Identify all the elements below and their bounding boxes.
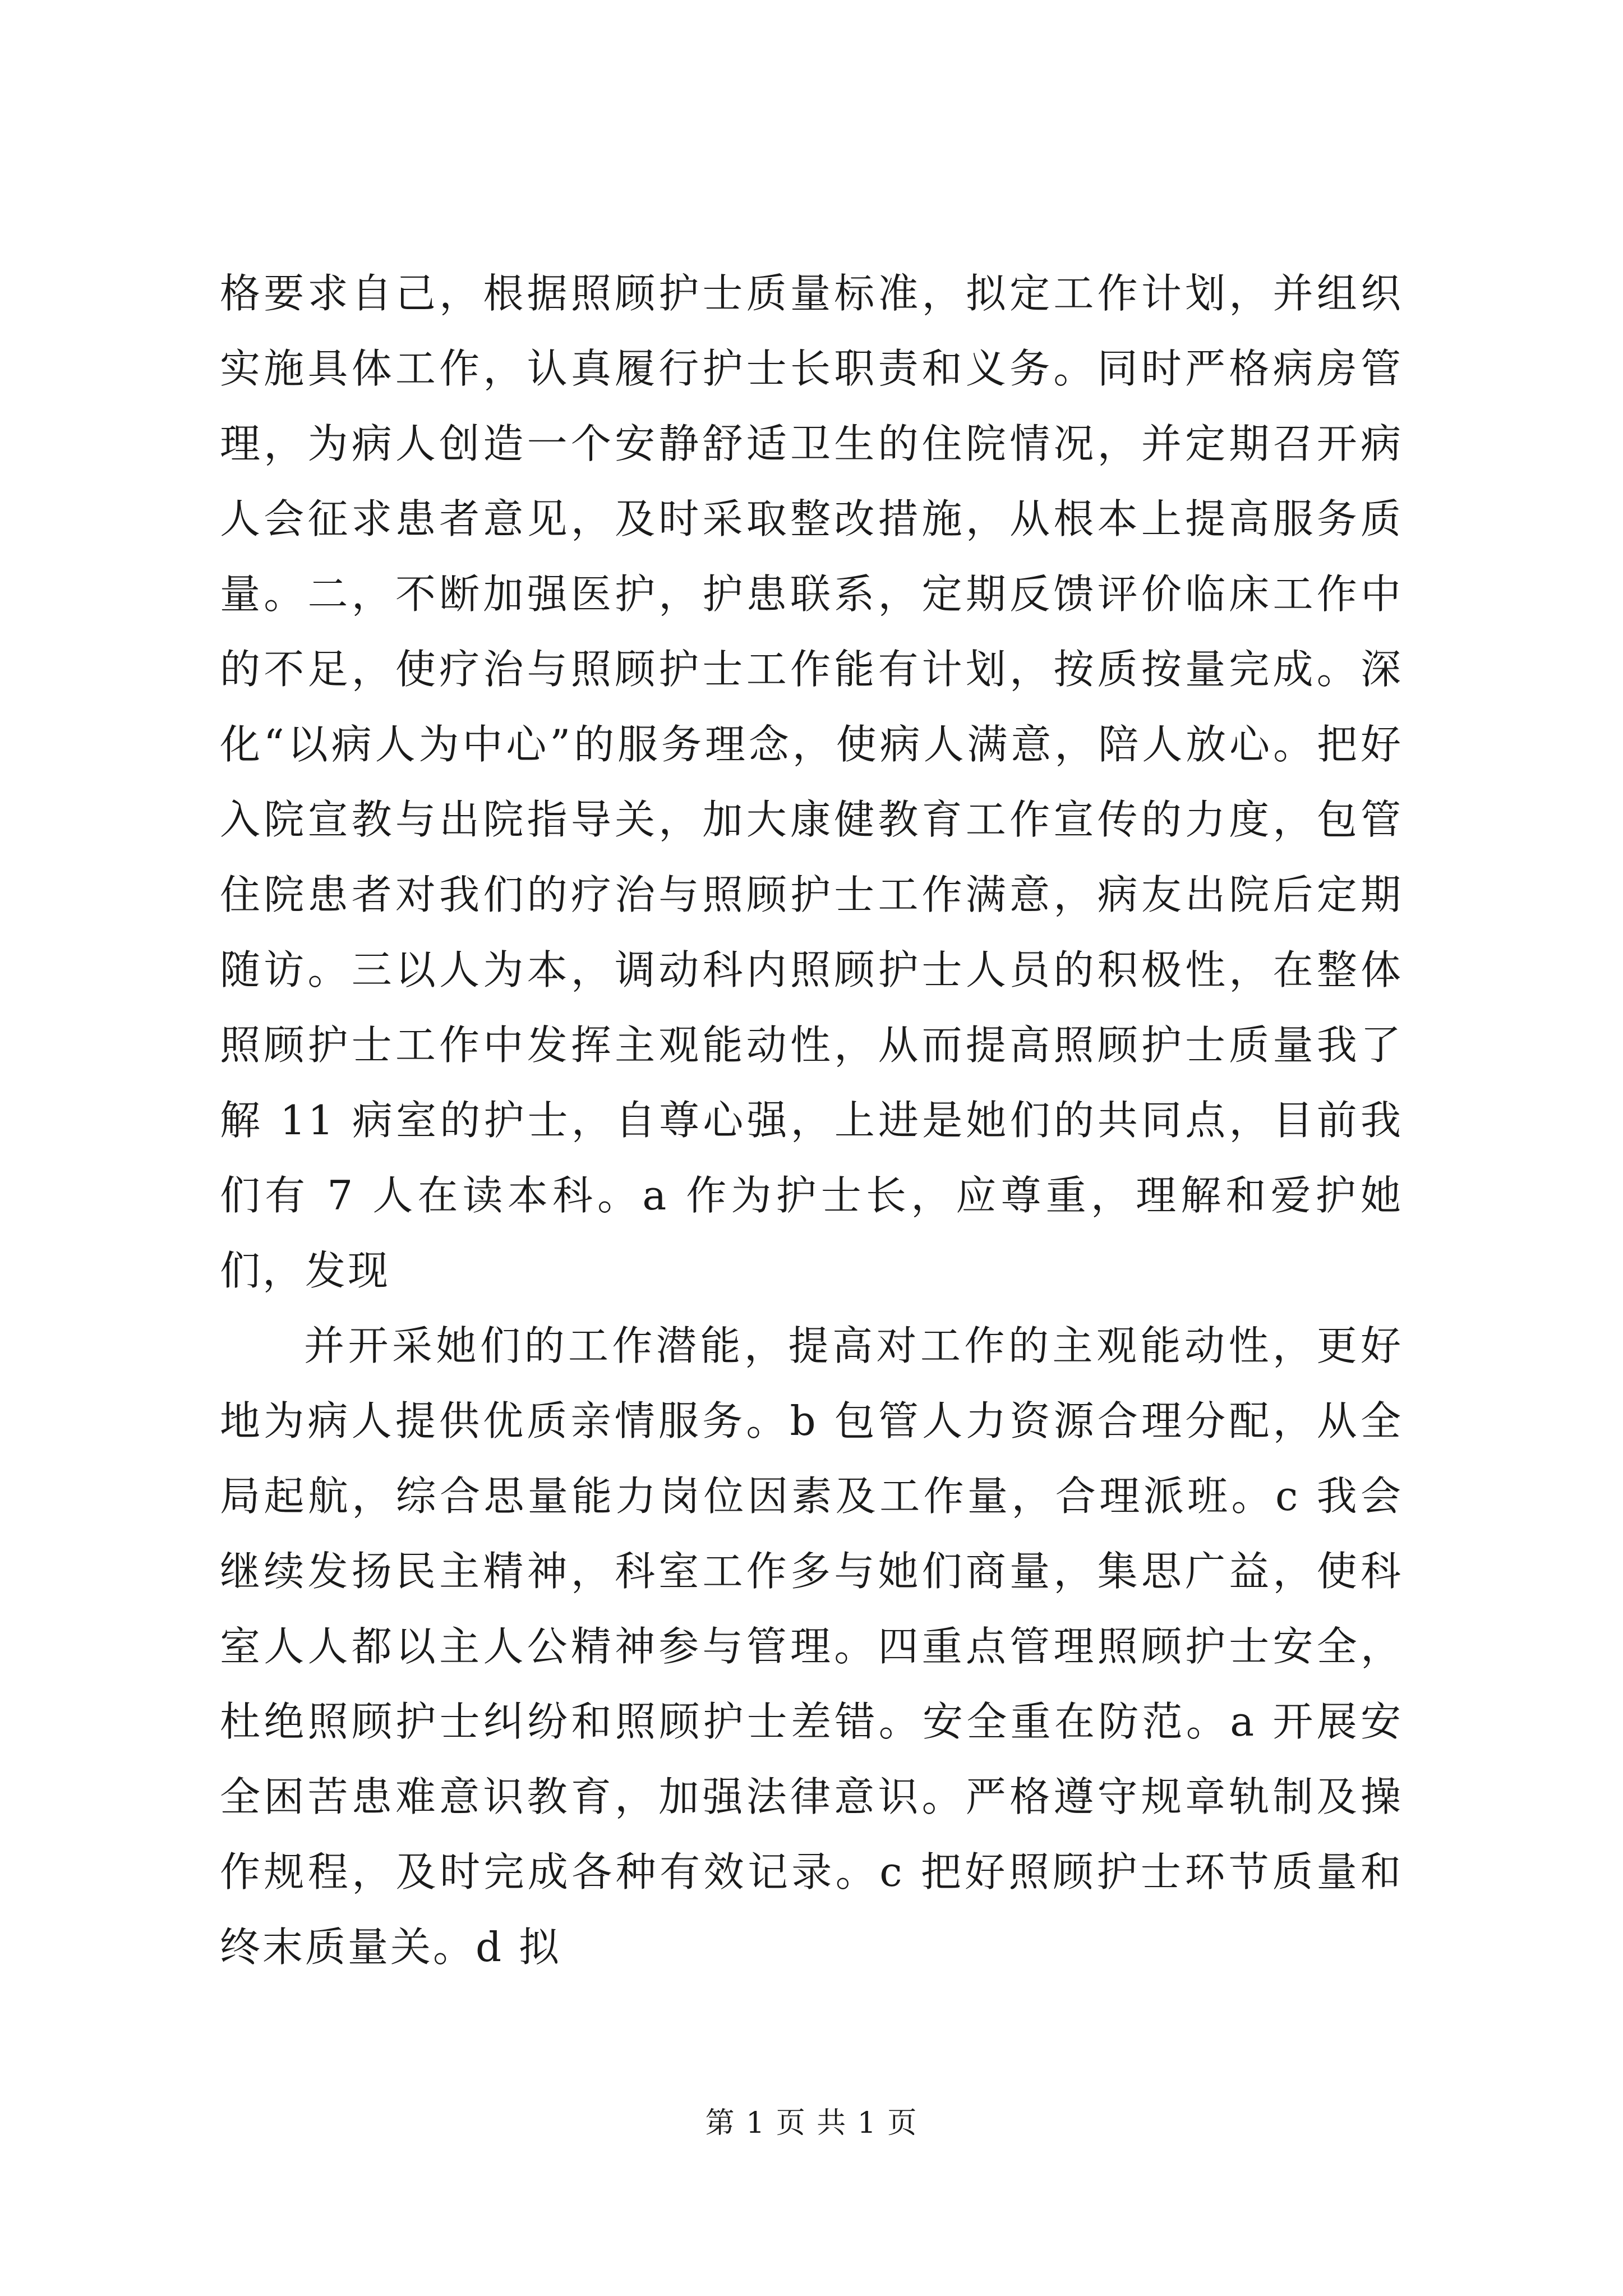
page-footer: 第 1 页 共 1 页 — [705, 2106, 918, 2140]
document-body — [220, 256, 1403, 1985]
paragraph-2: 并开采她们的工作潜能，提高对工作的主观能动性，更好地为病人提供优质亲情服务。b 包管人力资源合理分配，从全局起航，综合思量能力岗位因素及工作量，合理派班。c 我会继续发扬民主精神，科室工作多与她们商量，集思广益，使科室人人都以主人公精神参与管理。四重点管理照顾护士安全，杜绝照顾护士纠纷和照顾护士差错。安全重在防范。a 开展安全困苦患难意识教育，加强法律意识。严格遵守规章轨制及操作规程，及时完成各种有效记录。c 把好照顾护士环节质量和终末质量关。d 拟 — [220, 1322, 1403, 1971]
paragraph-1: 格要求自己，根据照顾护士质量标准，拟定工作计划，并组织实施具体工作，认真履行护士长职责和义务。同时严格病房管理，为病人创造一个安静舒适卫生的住院情况，并定期召开病人会征求患者意见，及时采取整改措施，从根本上提高服务质量。二，不断加强医护，护患联系，定期反馈评价临床工作中的不足，使疗治与照顾护士工作能有计划，按质按量完成。深化“以病人为中心”的服务理念，使病人满意，陪人放心。把好入院宣教与出院指导关，加大康健教育工作宣传的力度，包管住院患者对我们的疗治与照顾护士工作满意，病友出院后定期随访。三以人为本，调动科内照顾护士人员的积极性，在整体照顾护士工作中发挥主观能动性，从而提高照顾护士质量我了解 11 病室的护士，自尊心强，上进是她们的共同点，目前我们有 7 人在读本科。a 作为护士长，应尊重，理解和爱护她们，发现 — [220, 270, 1403, 1294]
